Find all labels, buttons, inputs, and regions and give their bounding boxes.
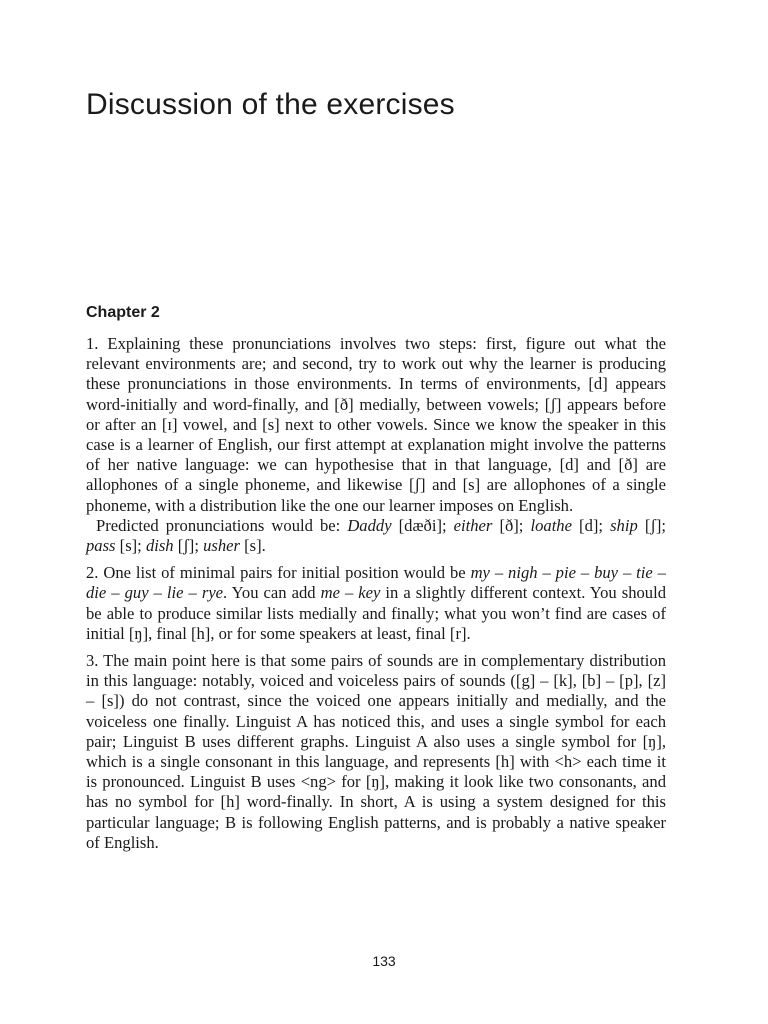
example-word: loathe bbox=[530, 515, 572, 535]
page-title: Discussion of the exercises bbox=[86, 88, 455, 121]
example-word: dish bbox=[145, 536, 174, 556]
exercise-1-paragraph: 1. Explaining these pronunciations involves two steps: first, figure out what the relevant environments are; and second, try to work out why the learner is producing these pronunciations in those environments. In terms of environments, [d] appears word-initially and word-finally, and [ð] medially, between vowels; [ʃ] appears before or after an [ɪ] vowel, and [s] next to other vowels. Since we know the speaker in this case is a learner of English, our first attempt at explanation might involve the patterns of her native language: we can hypothesise that in that language, [d] and [ð] are allophones of a single phoneme, and likewise [ʃ] and [s] are allophones of a single phoneme, with a distribution like the one our learner imposes on English. bbox=[86, 334, 666, 515]
exercise-1-predicted-pronunciations: Predicted pronunciations would be: Daddy [dæði]; either [ð]; loathe [d]; ship [ʃ]; pass [s]; dish [ʃ]; usher [s]. bbox=[86, 515, 667, 556]
exercise-2-paragraph: 2. One list of minimal pairs for initial position would be my – nigh – pie – buy – tie – die – guy – lie – rye. You can add me – key in a slightly different context. You should be able to produce similar lists medially and finally; what you won’t find are cases of initial [ŋ], final [h], or for some speakers at least, final [r]. bbox=[86, 563, 666, 643]
page-number: 133 bbox=[372, 953, 396, 969]
minimal-pairs-list: my – nigh – pie – buy – tie – die – guy – lie – rye bbox=[86, 563, 666, 603]
example-word: pass bbox=[86, 536, 116, 556]
example-word: usher bbox=[203, 536, 240, 556]
exercise-3-paragraph: 3. The main point here is that some pairs of sounds are in complementary distribution in this language: notably, voiced and voiceless pairs of sounds ([g] – [k], [b] – [p], [z] – [s]) do not contrast, since the voiced one appears initially and medially, and the voiceless one finally. Linguist A has noticed this, and uses a single symbol for each pair; Linguist B uses different graphs. Linguist A also uses a single symbol for [ŋ], which is a single consonant in this language, and represents [h] with <h> each time it is pronounced. Linguist B uses <ng> for [ŋ], making it look like two consonants, and has no symbol for [h] word-finally. In short, A is using a system designed for this particular language; B is following English patterns, and is probably a native speaker of English. bbox=[86, 651, 666, 852]
example-word: Daddy bbox=[347, 515, 392, 535]
example-word: ship bbox=[610, 515, 638, 535]
chapter-heading: Chapter 2 bbox=[86, 304, 160, 321]
example-word: either bbox=[453, 515, 493, 535]
exercise-discussion-body bbox=[86, 334, 666, 853]
minimal-pairs-extra: me – key bbox=[320, 583, 381, 603]
